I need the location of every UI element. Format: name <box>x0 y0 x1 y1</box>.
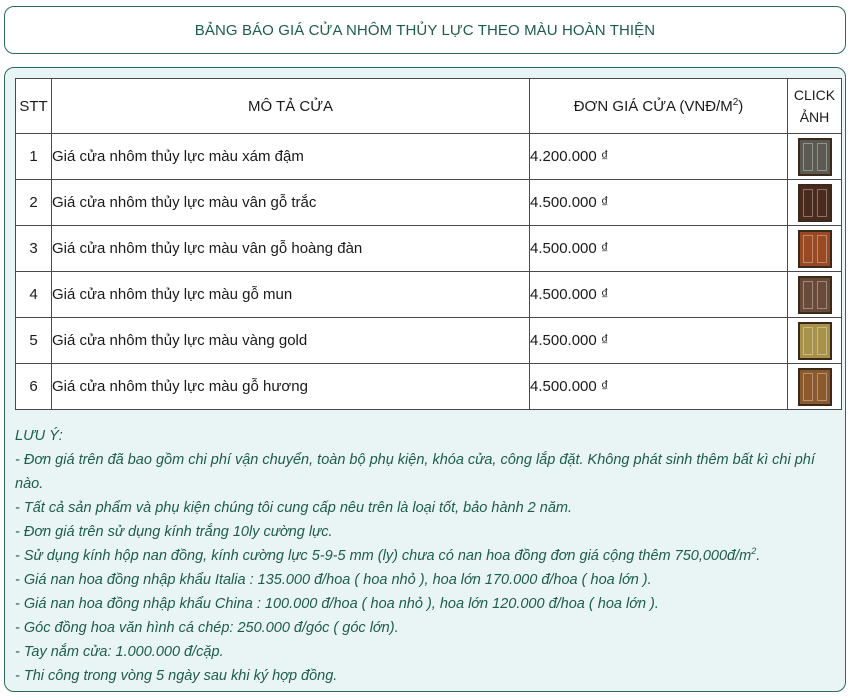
row-image-cell[interactable] <box>788 180 842 226</box>
price-panel <box>4 67 846 692</box>
header-price-sup: 2 <box>732 97 739 108</box>
row-stt: 1 <box>16 134 52 180</box>
notes-heading: LƯU Ý: <box>15 428 63 444</box>
header-image-line2: ẢNH <box>799 109 830 125</box>
door-thumbnail[interactable] <box>798 276 832 314</box>
price-table <box>15 78 842 410</box>
row-stt: 3 <box>16 226 52 272</box>
row-description: Giá cửa nhôm thủy lực màu vàng gold <box>52 318 530 364</box>
row-price: 4.500.000 ₫ <box>530 318 788 364</box>
note-item: - Góc đồng hoa văn hình cá chép: 250.000 đ/góc ( góc lớn). <box>15 620 399 636</box>
glass-note-text: - Sử dụng kính hộp nan đồng, kính cường lực 5-9-5 mm (ly) chưa có nan hoa đồng đơn giá cộng thêm 750,000đ/m <box>15 548 752 564</box>
row-image-cell[interactable] <box>788 134 842 180</box>
header-image-line1: CLICK <box>793 87 836 103</box>
door-thumbnail[interactable] <box>798 322 832 360</box>
row-image-cell[interactable] <box>788 226 842 272</box>
glass-note-end: . <box>756 548 761 564</box>
header-stt: STT <box>16 79 52 134</box>
note-item: - Giá nan hoa đồng nhập khẩu China : 100.000 đ/hoa ( hoa nhỏ ), hoa lớn 120.000 đ/hoa ( hoa lớn ). <box>15 596 659 612</box>
glass-note-sup: 2 <box>751 546 757 557</box>
page-title: BẢNG BÁO GIÁ CỬA NHÔM THỦY LỰC THEO MÀU HOÀN THIỆN <box>194 21 656 39</box>
note-item: - Tay nắm cửa: 1.000.000 đ/cặp. <box>15 644 224 660</box>
header-image <box>788 79 842 134</box>
row-description: Giá cửa nhôm thủy lực màu xám đậm <box>52 134 530 180</box>
row-price: 4.500.000 ₫ <box>530 272 788 318</box>
door-thumbnail[interactable] <box>798 230 832 268</box>
row-price: 4.200.000 ₫ <box>530 134 788 180</box>
note-item: - Đơn giá trên đã bao gồm chi phí vận chuyển, toàn bộ phụ kiện, khóa cửa, công lắp đặt. Không phát sinh thêm bất kì chi phí nào. <box>15 452 815 492</box>
header-price <box>530 79 788 134</box>
table-row <box>16 318 842 364</box>
note-item: - Giá nan hoa đồng nhập khẩu Italia : 135.000 đ/hoa ( hoa nhỏ ), hoa lớn 170.000 đ/hoa ( hoa lớn ). <box>15 572 652 588</box>
row-stt: 6 <box>16 364 52 410</box>
row-price: 4.500.000 ₫ <box>530 364 788 410</box>
row-stt: 2 <box>16 180 52 226</box>
row-stt: 5 <box>16 318 52 364</box>
door-thumbnail[interactable] <box>798 138 832 176</box>
notes-section <box>15 424 837 688</box>
table-row <box>16 180 842 226</box>
row-description: Giá cửa nhôm thủy lực màu vân gỗ trắc <box>52 180 530 226</box>
row-price: 4.500.000 ₫ <box>530 226 788 272</box>
table-header-row <box>16 79 842 134</box>
table-row <box>16 364 842 410</box>
row-stt: 4 <box>16 272 52 318</box>
row-description: Giá cửa nhôm thủy lực màu gỗ mun <box>52 272 530 318</box>
row-image-cell[interactable] <box>788 318 842 364</box>
note-item: - Đơn giá trên sử dụng kính trắng 10ly cường lực. <box>15 524 333 540</box>
note-item: - Tất cả sản phẩm và phụ kiện chúng tôi cung cấp nêu trên là loại tốt, bảo hành 2 năm. <box>15 500 572 516</box>
header-price-close: ) <box>738 98 744 115</box>
row-description: Giá cửa nhôm thủy lực màu gỗ hương <box>52 364 530 410</box>
header-description: MÔ TẢ CỬA <box>52 79 530 134</box>
table-row <box>16 226 842 272</box>
door-thumbnail[interactable] <box>798 368 832 406</box>
row-image-cell[interactable] <box>788 272 842 318</box>
page-title-box <box>4 6 846 54</box>
row-price: 4.500.000 ₫ <box>530 180 788 226</box>
table-row <box>16 272 842 318</box>
row-description: Giá cửa nhôm thủy lực màu vân gỗ hoàng đàn <box>52 226 530 272</box>
note-item: - Thi công trong vòng 5 ngày sau khi ký hợp đồng. <box>15 668 338 684</box>
door-thumbnail[interactable] <box>798 184 832 222</box>
row-image-cell[interactable] <box>788 364 842 410</box>
header-price-text: ĐƠN GIÁ CỬA (VNĐ/M <box>573 98 733 115</box>
table-row <box>16 134 842 180</box>
note-item-glass <box>15 544 837 568</box>
